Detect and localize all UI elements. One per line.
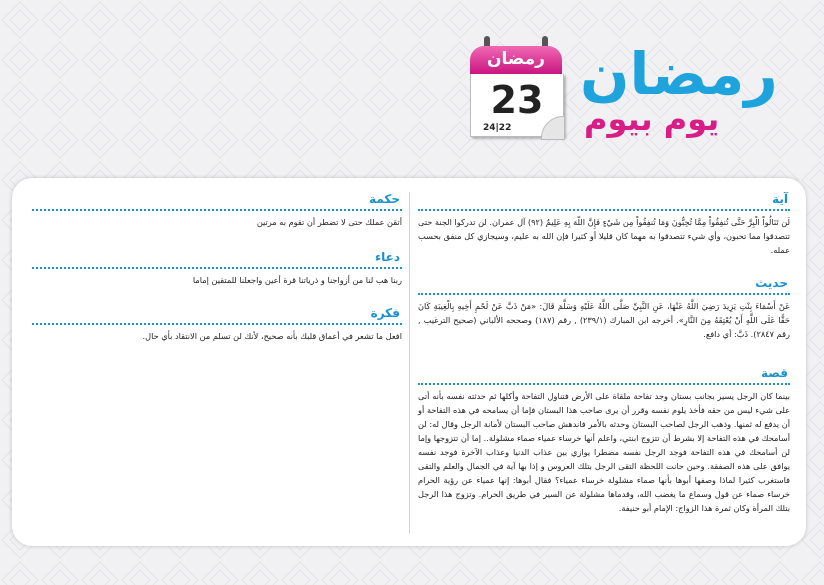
section-aya xyxy=(418,192,790,257)
dotted-divider xyxy=(418,293,790,295)
column-divider xyxy=(409,192,410,534)
section-heading: فكرة xyxy=(370,306,400,320)
dotted-divider xyxy=(32,267,402,269)
section-heading: قصة xyxy=(761,366,788,380)
title-day-by-day: يوم بيوم xyxy=(584,100,720,138)
section-text: أتقن عملك حتى لا تضطر أن تقوم به مرتين xyxy=(256,217,402,227)
section-text: لَن تَنَالُواْ الْبِرَّ حَتَّى تُنفِقُواْ مِمَّا تُحِبُّونَ وَمَا تُنفِقُواْ مِن شَيْءٍ فَإِنَّ اللّهَ بِهِ عَلِيمٌ (٩٢) آل عمران. لن تدركوا الجنة حتى تتصدقوا مما تحبون، وأي شيء تتصدقوا به مهما كان قليلا أو كثيرا فإن الله به عليم، وسيجازي كل منفق بحسب عمله. xyxy=(418,217,790,255)
section-heading: دعاء xyxy=(375,250,400,264)
title-ramadan: رمضان xyxy=(580,40,778,108)
section-text: بينما كان الرجل يسير بجانب بستان وجد تفاحة ملقاة على الأرض فتناول التفاحة وأكلها ثم حدثته نفسه بأنه أتى على شيء ليس من حقه فأخذ يلوم نفسه وقرر أن يرى صاحب هذا البستان فإما أن يسامحه في هذه التفاحة أو أن يدفع له ثمنها. وذهب الرجل لصاحب البستان وحدثه بالأمر فاندهش صاحب البستان لأمانة الرجل وقال له: لن أسامحك في هذه التفاحة إلا بشرط أن تتزوج ابنتي، واعلم أنها خرساء عمياء صماء مشلولة.. إما أن تتزوجها وإما لن أسامحك في هذه التفاحة فوجد الرجل نفسه مضطرا يوازي بين عذاب الدنيا وعذاب الآخرة فوجد نفسه يوافق على هذه الصفقة. وحين حانت اللحظة التقى الرجل بتلك العروس و إذا بها آية في الجمال والعلم والتقى فاستغرب كثيرا لماذا وصفها أبوها بأنها صماء مشلولة خرساء عمياء؟ فقال أبوها: إنها عمياء عن رؤية الحرام خرساء صماء عن قول وسماع ما يغضب الله، وقدماها مشلولة عن السير في طريق الحرام. وتزوج هذا الرجل بتلك المرأة وكان ثمرة هذا الزواج: الإمام أبو حنيفة. xyxy=(418,391,790,513)
calendar-month-banner xyxy=(470,46,562,74)
calendar-icon xyxy=(470,36,570,144)
calendar-day: 23 xyxy=(490,78,544,122)
dotted-divider xyxy=(32,323,402,325)
section-fikra xyxy=(32,306,402,343)
header xyxy=(0,0,824,178)
section-hikma xyxy=(32,192,402,229)
section-text: افعل ما تشعر في أعماق قلبك بأنه صحيح، لأنك لن تسلم من الانتقاد بأي حال. xyxy=(142,331,402,341)
section-text: عَنْ أَسْمَاءَ بِنْتِ يَزِيدَ رَضِيَ اللَّهُ عَنْهَا، عَنِ النَّبِيِّ صَلَّى اللَّهُ عَلَيْهِ وَسَلَّمَ قَالَ: «مَنْ ذَبَّ عَنْ لَحْمِ أَخِيهِ بِالْغِيبَةِ كَانَ حَقًّا عَلَى اللَّهِ أَنْ يُعْتِقَهُ مِنَ النَّارِ». أخرجه ابن المبارك (٢٣٩/١) , رقم (١٨٧) وصححه الألباني (صحيح الترغيب , رقم ٢٨٤٧). ذَبَّ: أي دافع. xyxy=(418,301,790,339)
section-heading: حكمة xyxy=(369,192,400,206)
section-qissa xyxy=(418,366,790,515)
section-heading: حديث xyxy=(755,276,788,290)
section-dua xyxy=(32,250,402,287)
section-hadith xyxy=(418,276,790,341)
calendar-month: رمضان xyxy=(487,49,545,69)
dotted-divider xyxy=(32,209,402,211)
calendar-footer: 24|22 xyxy=(483,123,512,133)
calendar-page xyxy=(470,74,564,137)
dotted-divider xyxy=(418,383,790,385)
section-heading: آية xyxy=(772,192,788,206)
content-card xyxy=(12,178,806,546)
section-text: ربنا هب لنا من أزواجنا و ذرياتنا قرة أعين واجعلنا للمتقين إماما xyxy=(192,275,402,285)
dotted-divider xyxy=(418,209,790,211)
